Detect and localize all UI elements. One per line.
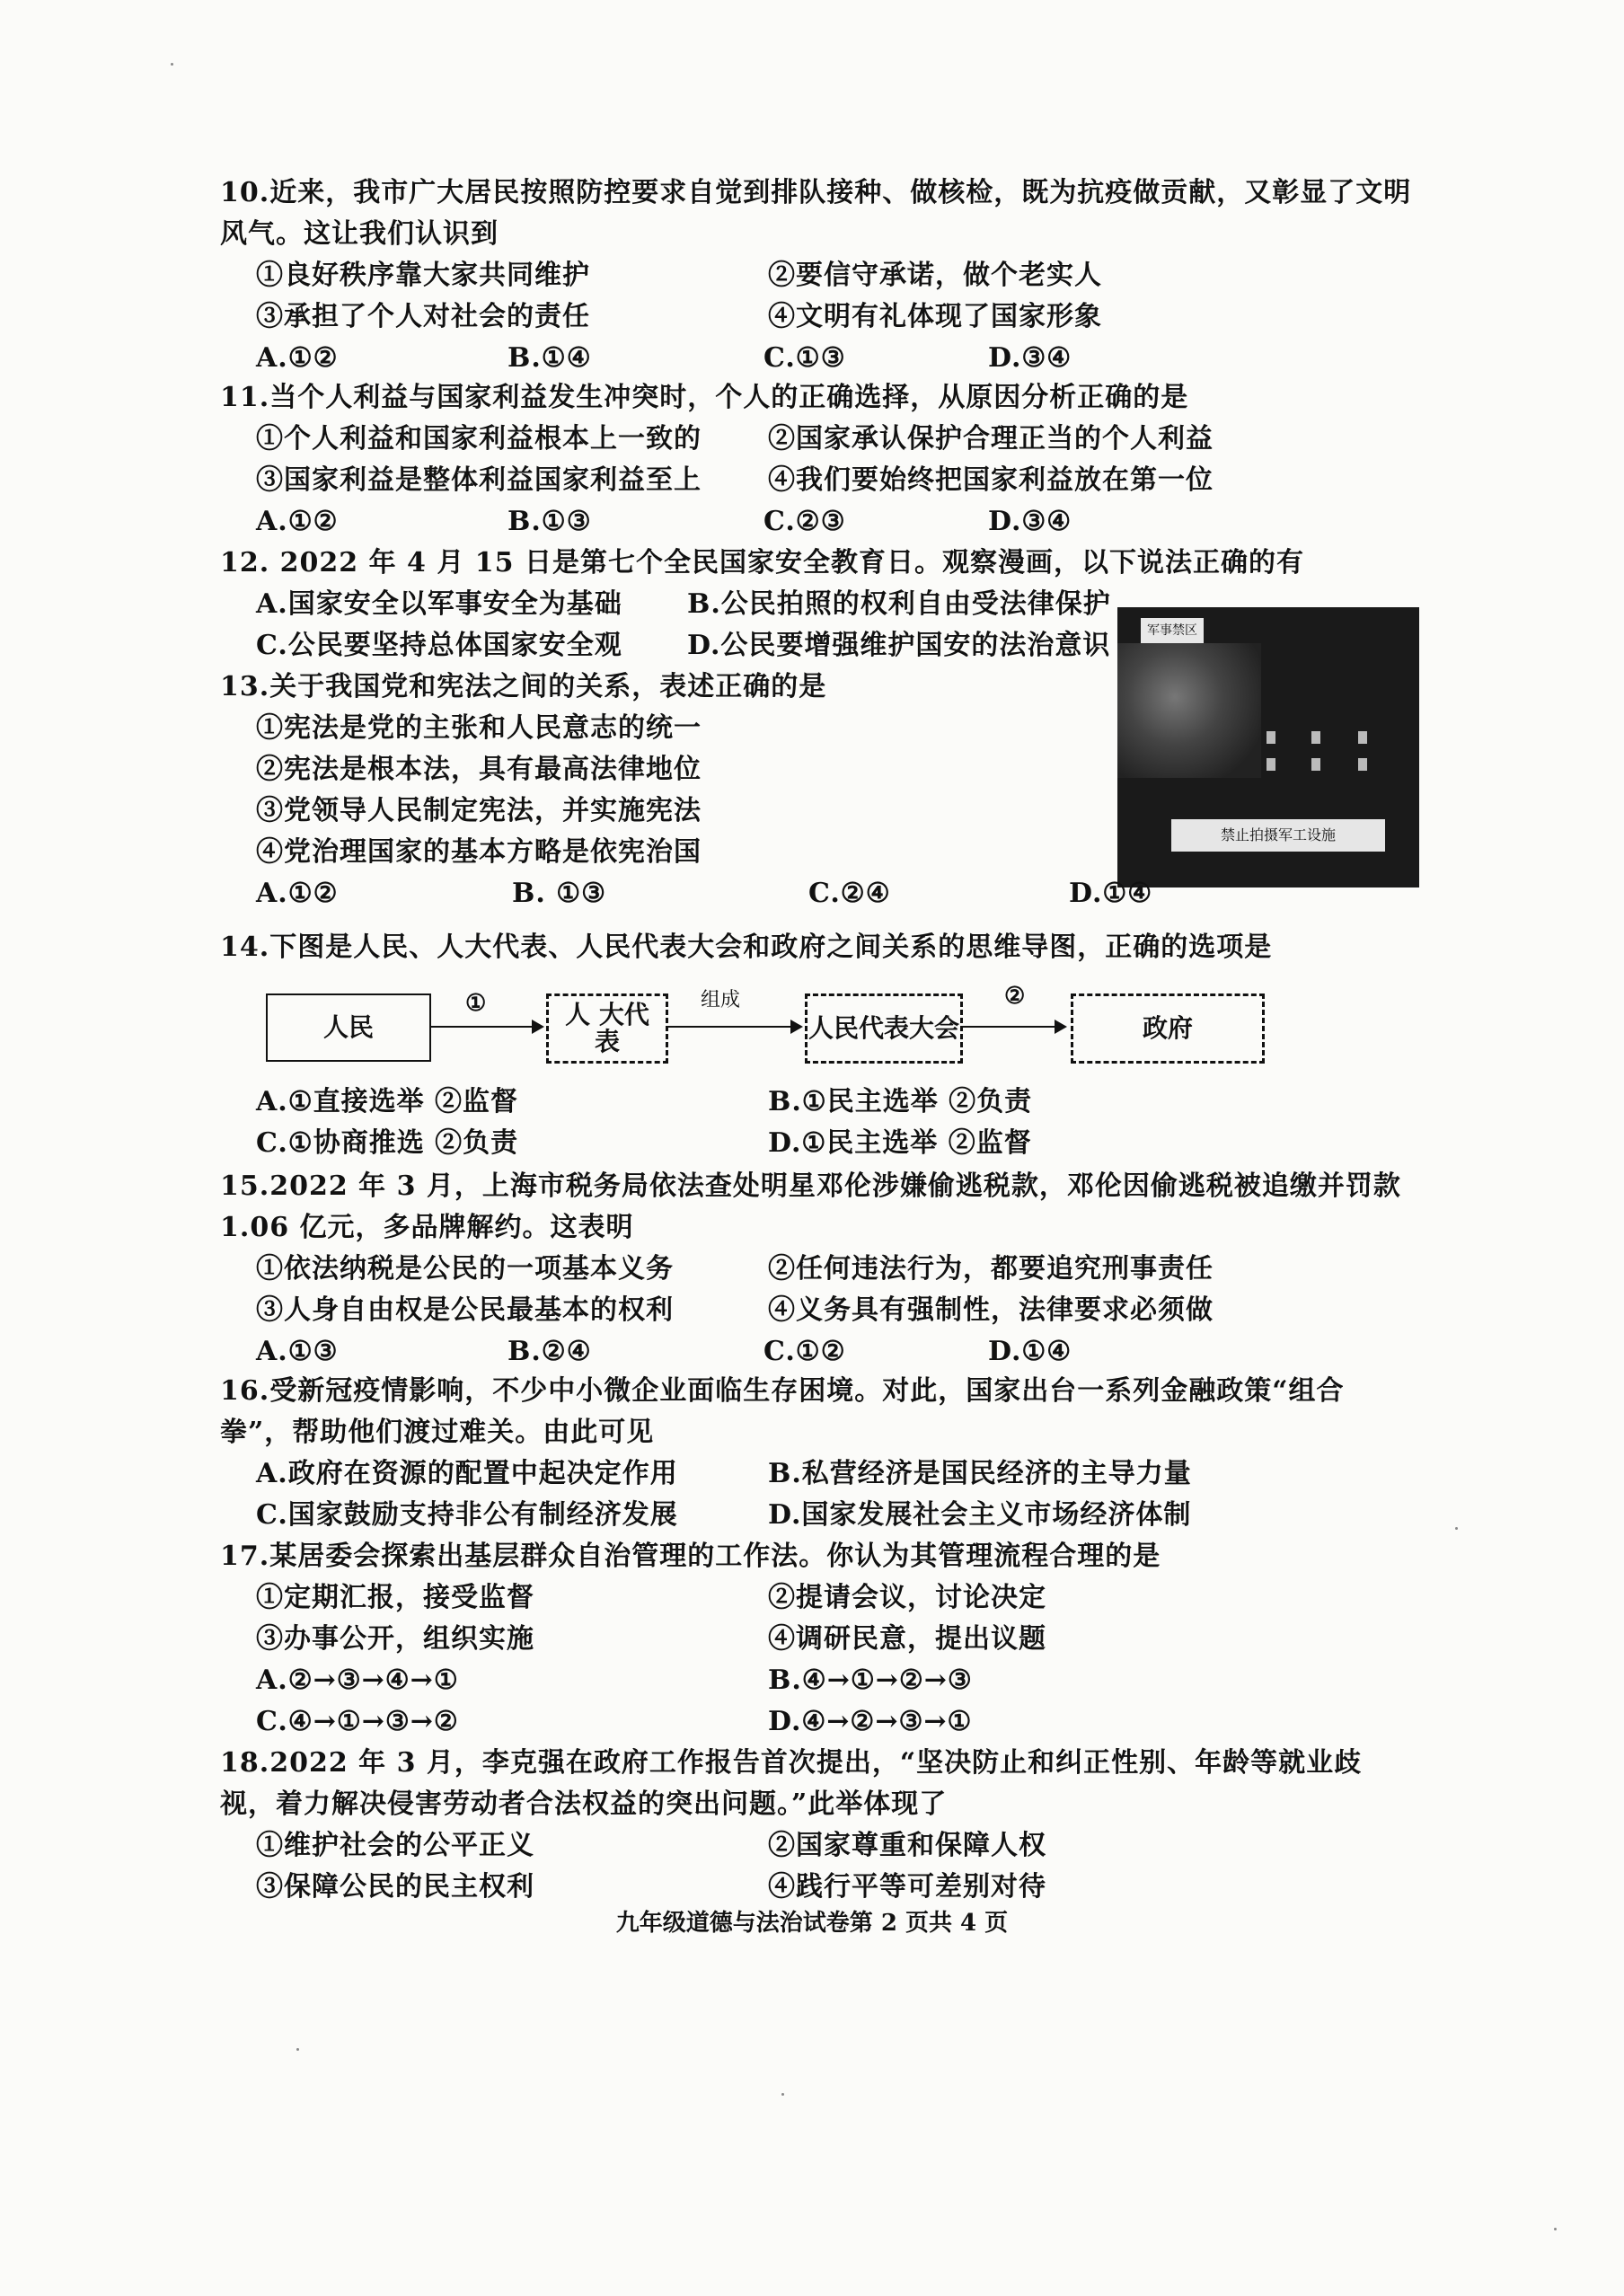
option-c: C.①② [763,1336,846,1367]
question-10 [220,172,1415,379]
option-b: B.①④ [508,342,592,374]
option-a: A.①② [256,878,339,909]
option-d: D.④→②→③→① [768,1706,973,1737]
statement: ③保障公民的民主权利 [256,1871,534,1903]
option-row [220,1331,1415,1373]
question-stem: 14.下图是人民、人大代表、人民代表大会和政府之间关系的思维导图，正确的选项是 [220,932,1273,963]
statement: ④义务具有强制性，法律要求必须做 [768,1294,1214,1326]
statement: ①个人利益和国家利益根本上一致的 [256,423,702,455]
question-14-options [220,1082,1415,1164]
option-b: B.④→①→②→③ [768,1665,973,1696]
edge-label-2: 组成 [701,989,741,1011]
option-d: D.①④ [1069,878,1153,909]
page-footer: 九年级道德与法治试卷第 2 页共 4 页 [615,1910,1009,1937]
option-d: D.①民主选举 ②监督 [768,1127,1032,1159]
option-a: A.①直接选举 ②监督 [256,1086,519,1117]
statement: ①依法纳税是公民的一项基本义务 [256,1253,674,1285]
scan-speck [296,2048,299,2051]
option-c: C.②③ [763,506,846,537]
question-13 [220,667,1415,914]
mind-map-diagram [266,983,1281,1069]
option-a: A.政府在资源的配置中起决定作用 [256,1458,678,1489]
question-stem: 10.近来，我市广大居民按照防控要求自觉到排队接种、做核检，既为抗疫做贡献，又彰显了文明风气。这让我们认识到 [220,177,1412,250]
option-d: D.①④ [988,1336,1072,1367]
edge-label-1: ① [465,990,487,1017]
statement-row [220,460,1415,501]
statement: ④党治理国家的基本方略是依宪治国 [256,836,702,868]
statement-row [220,419,1415,460]
node-peoples-congress: 人民代表大会 [805,993,963,1064]
statement: ④调研民意，提出议题 [768,1623,1046,1655]
question-stem: 16.受新冠疫情影响，不少中小微企业面临生存困境。对此，国家出台一系列金融政策“组合拳”，帮助他们渡过难关。由此可见 [220,1375,1345,1448]
option-row [220,501,1415,543]
option-c: C.②④ [808,878,891,909]
option-b: B.②④ [508,1336,592,1367]
option-a: A.①② [256,506,339,537]
option-row [220,1453,1415,1495]
comic-sign: 军事禁区 [1141,618,1204,643]
statement: ③承担了个人对社会的责任 [256,301,590,332]
option-b: B. ①③ [512,878,607,909]
option-row [220,873,1415,914]
arrow-1 [431,1026,543,1028]
option-d: D.公民要增强维护国安的法治意识 [687,630,1111,661]
question-11 [220,377,1415,543]
node-npc-deputies: 人 大代 表 [546,993,668,1064]
question-stem: 11.当个人利益与国家利益发生冲突时，个人的正确选择，从原因分析正确的是 [220,382,1189,413]
statement: ②任何违法行为，都要追究刑事责任 [768,1253,1214,1285]
option-row [220,1701,1415,1743]
question-14 [220,927,1415,968]
option-row [220,1082,1415,1123]
arrow-2 [666,1026,801,1028]
option-a: A.①② [256,342,339,374]
scan-speck [781,2093,784,2096]
node-government: 政府 [1071,993,1265,1064]
option-d: D.③④ [988,506,1072,537]
question-stem: 15.2022 年 3 月，上海市税务局依法查处明星邓伦涉嫌偷逃税款，邓伦因偷逃税被追缴并罚款 1.06 亿元，多品牌解约。这表明 [220,1170,1401,1243]
question-stem: 18.2022 年 3 月，李克强在政府工作报告首次提出，“坚决防止和纠正性别、年龄等就业歧视，着力解决侵害劳动者合法权益的突出问题。”此举体现了 [220,1747,1363,1820]
statement: ②要信守承诺，做个老实人 [768,260,1102,291]
option-c: C.①协商推选 ②负责 [256,1127,519,1159]
option-a: A.①③ [256,1336,339,1367]
statement: ②国家承认保护合理正当的个人利益 [768,423,1214,455]
statement-row [220,1249,1415,1290]
statement: ③人身自由权是公民最基本的权利 [256,1294,674,1326]
scan-speck [1554,2228,1557,2230]
statement-row [220,296,1415,338]
statement: ①定期汇报，接受监督 [256,1582,534,1613]
statement-row [220,1825,1415,1867]
scan-speck [171,63,173,66]
node-people: 人民 [266,993,431,1062]
option-a: A.国家安全以军事安全为基础 [256,588,622,620]
option-c: C.①③ [763,342,846,374]
statement-row [220,1619,1415,1660]
statement: ①宪法是党的主张和人民意志的统一 [256,712,702,744]
option-b: B.①③ [508,506,592,537]
option-c: C.④→①→③→② [256,1706,459,1737]
statement-row [220,255,1415,296]
option-b: B.私营经济是国民经济的主导力量 [768,1458,1192,1489]
statement: ③党领导人民制定宪法，并实施宪法 [256,795,702,826]
option-a: A.②→③→④→① [256,1665,459,1696]
option-d: D.国家发展社会主义市场经济体制 [768,1499,1192,1531]
statement: ③办事公开，组织实施 [256,1623,534,1655]
question-15 [220,1166,1415,1373]
option-row [220,1660,1415,1701]
scan-speck [1455,1527,1458,1530]
question-stem: 12. 2022 年 4 月 15 日是第七个全民国家安全教育日。观察漫画，以下说法正确的有 [220,547,1304,578]
question-16 [220,1371,1415,1536]
statement: ①良好秩序靠大家共同维护 [256,260,590,291]
question-stem: 13.关于我国党和宪法之间的关系，表述正确的是 [220,671,827,702]
option-b: B.①民主选举 ②负责 [768,1086,1033,1117]
option-row [220,1123,1415,1164]
statement: ②提请会议，讨论决定 [768,1582,1046,1613]
statement: ②宪法是根本法，具有最高法律地位 [256,754,702,785]
question-stem: 17.某居委会探索出基层群众自治管理的工作法。你认为其管理流程合理的是 [220,1541,1161,1572]
question-17 [220,1536,1415,1743]
statement: ④践行平等可差别对待 [768,1871,1046,1903]
option-d: D.③④ [988,342,1072,374]
option-row [220,1495,1415,1536]
arrow-3 [961,1026,1065,1028]
statement: ④我们要始终把国家利益放在第一位 [768,464,1214,496]
option-b: B.公民拍照的权利自由受法律保护 [687,588,1111,620]
statement: ③国家利益是整体利益国家利益至上 [256,464,702,496]
edge-label-3: ② [1004,983,1026,1010]
option-row [220,338,1415,379]
statement-row [220,1290,1415,1331]
option-c: C.公民要坚持总体国家安全观 [256,630,622,661]
statement: ④文明有礼体现了国家形象 [768,301,1102,332]
statement-row [220,1577,1415,1619]
statement-row [220,1867,1415,1908]
question-18 [220,1743,1415,1908]
statement: ②国家尊重和保障人权 [768,1830,1046,1861]
comic-caption: 禁止拍摄军工设施 [1171,819,1385,852]
statement: ①维护社会的公平正义 [256,1830,534,1861]
option-c: C.国家鼓励支持非公有制经济发展 [256,1499,678,1531]
